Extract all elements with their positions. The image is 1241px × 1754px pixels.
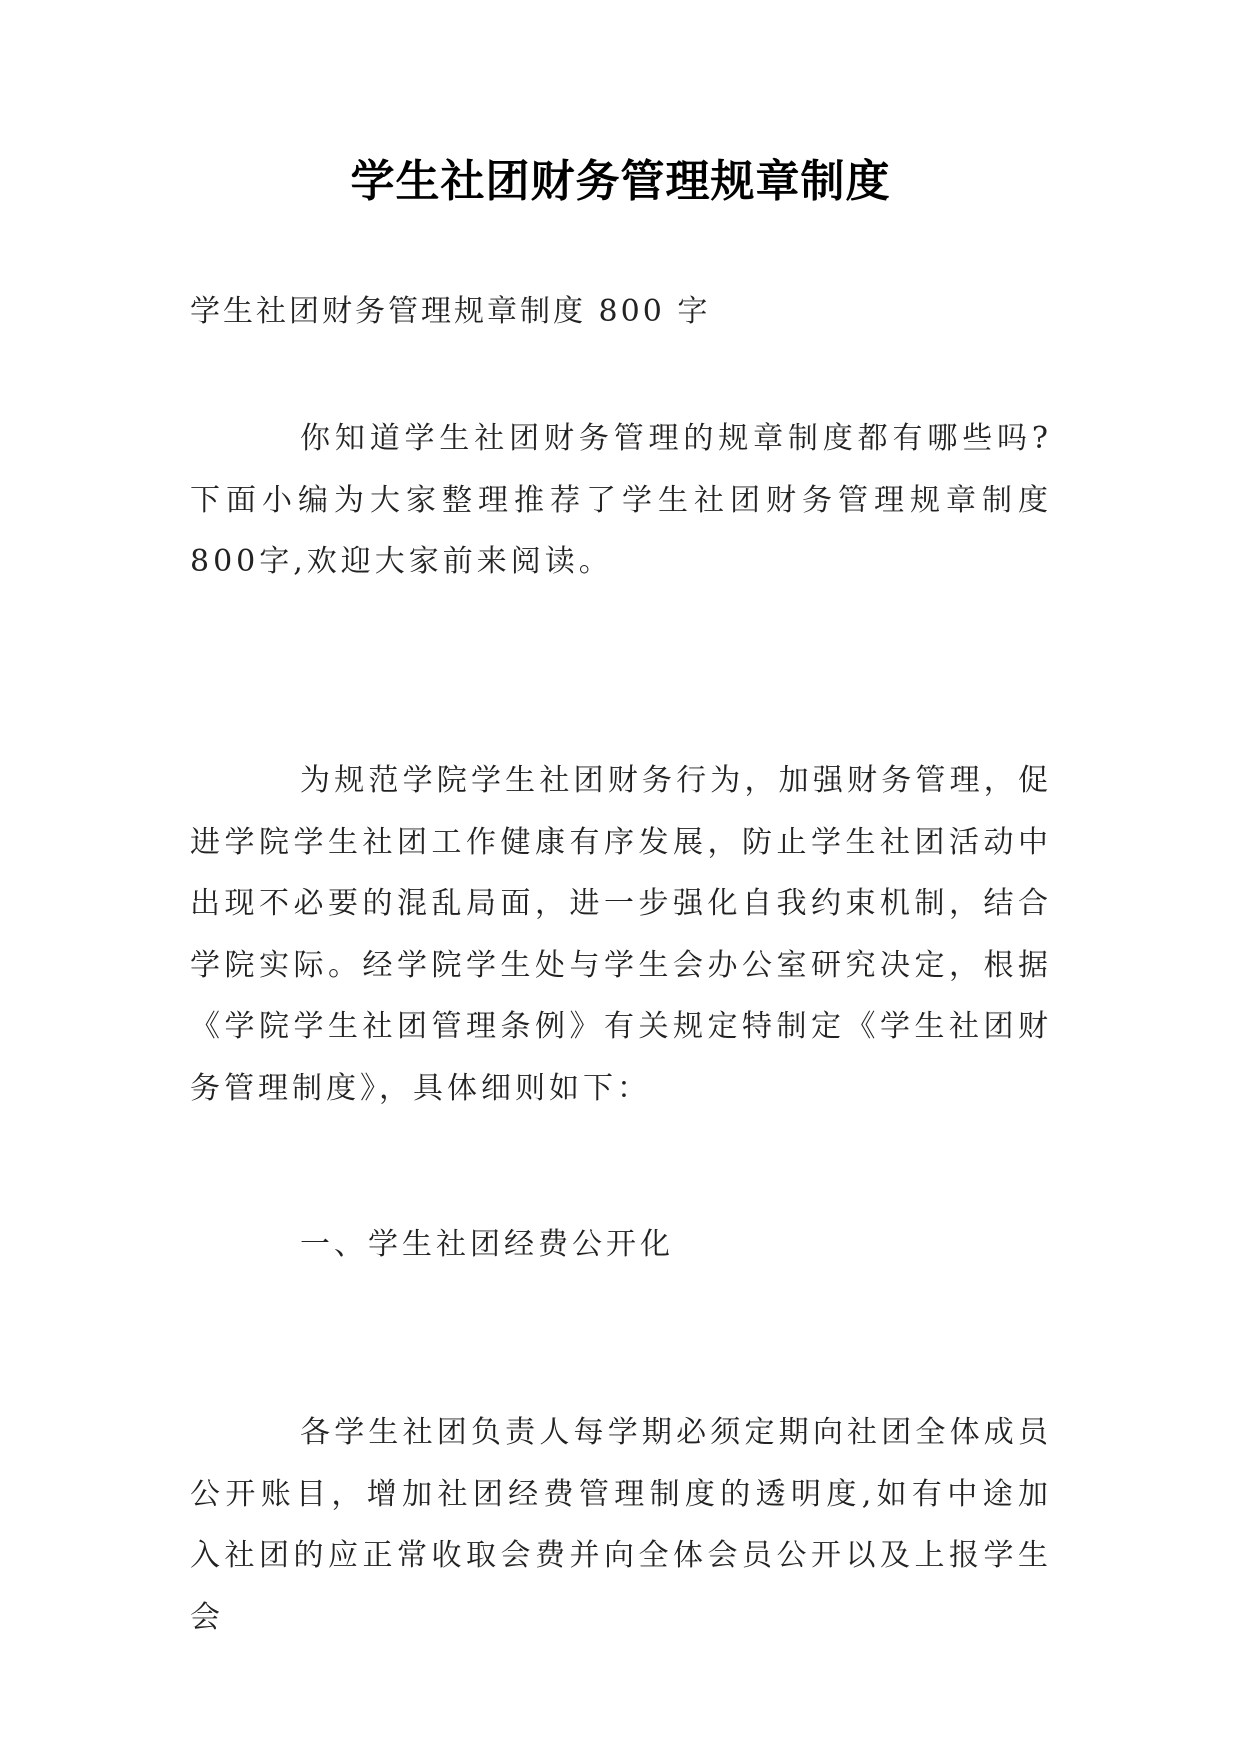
document-subtitle: 学生社团财务管理规章制度 800 字 — [190, 294, 711, 329]
paragraph-purpose: 为规范学院学生社团财务行为，加强财务管理，促进学院学生社团工作健康有序发展，防止学生社团活动中出现不必要的混乱局面，进一步强化自我约束机制，结合学院实际。经学院学生处与学生会办公室研究决定，根据《学院学生社团管理条例》有关规定特制定《学生社团财务管理制度》，具体细则如下： — [190, 763, 1052, 1106]
section-heading-1: 一、学生社团经费公开化 — [300, 1227, 674, 1262]
document-title: 学生社团财务管理规章制度 — [350, 156, 891, 207]
paragraph-section-1: 各学生社团负责人每学期必须定期向社团全体成员公开账目，增加社团经费管理制度的透明度,如有中途加入社团的应正常收取会费并向全体会员公开以及上报学生会 — [190, 1415, 1052, 1635]
paragraph-intro: 你知道学生社团财务管理的规章制度都有哪些吗?下面小编为大家整理推荐了学生社团财务管理规章制度800字,欢迎大家前来阅读。 — [190, 421, 1052, 579]
